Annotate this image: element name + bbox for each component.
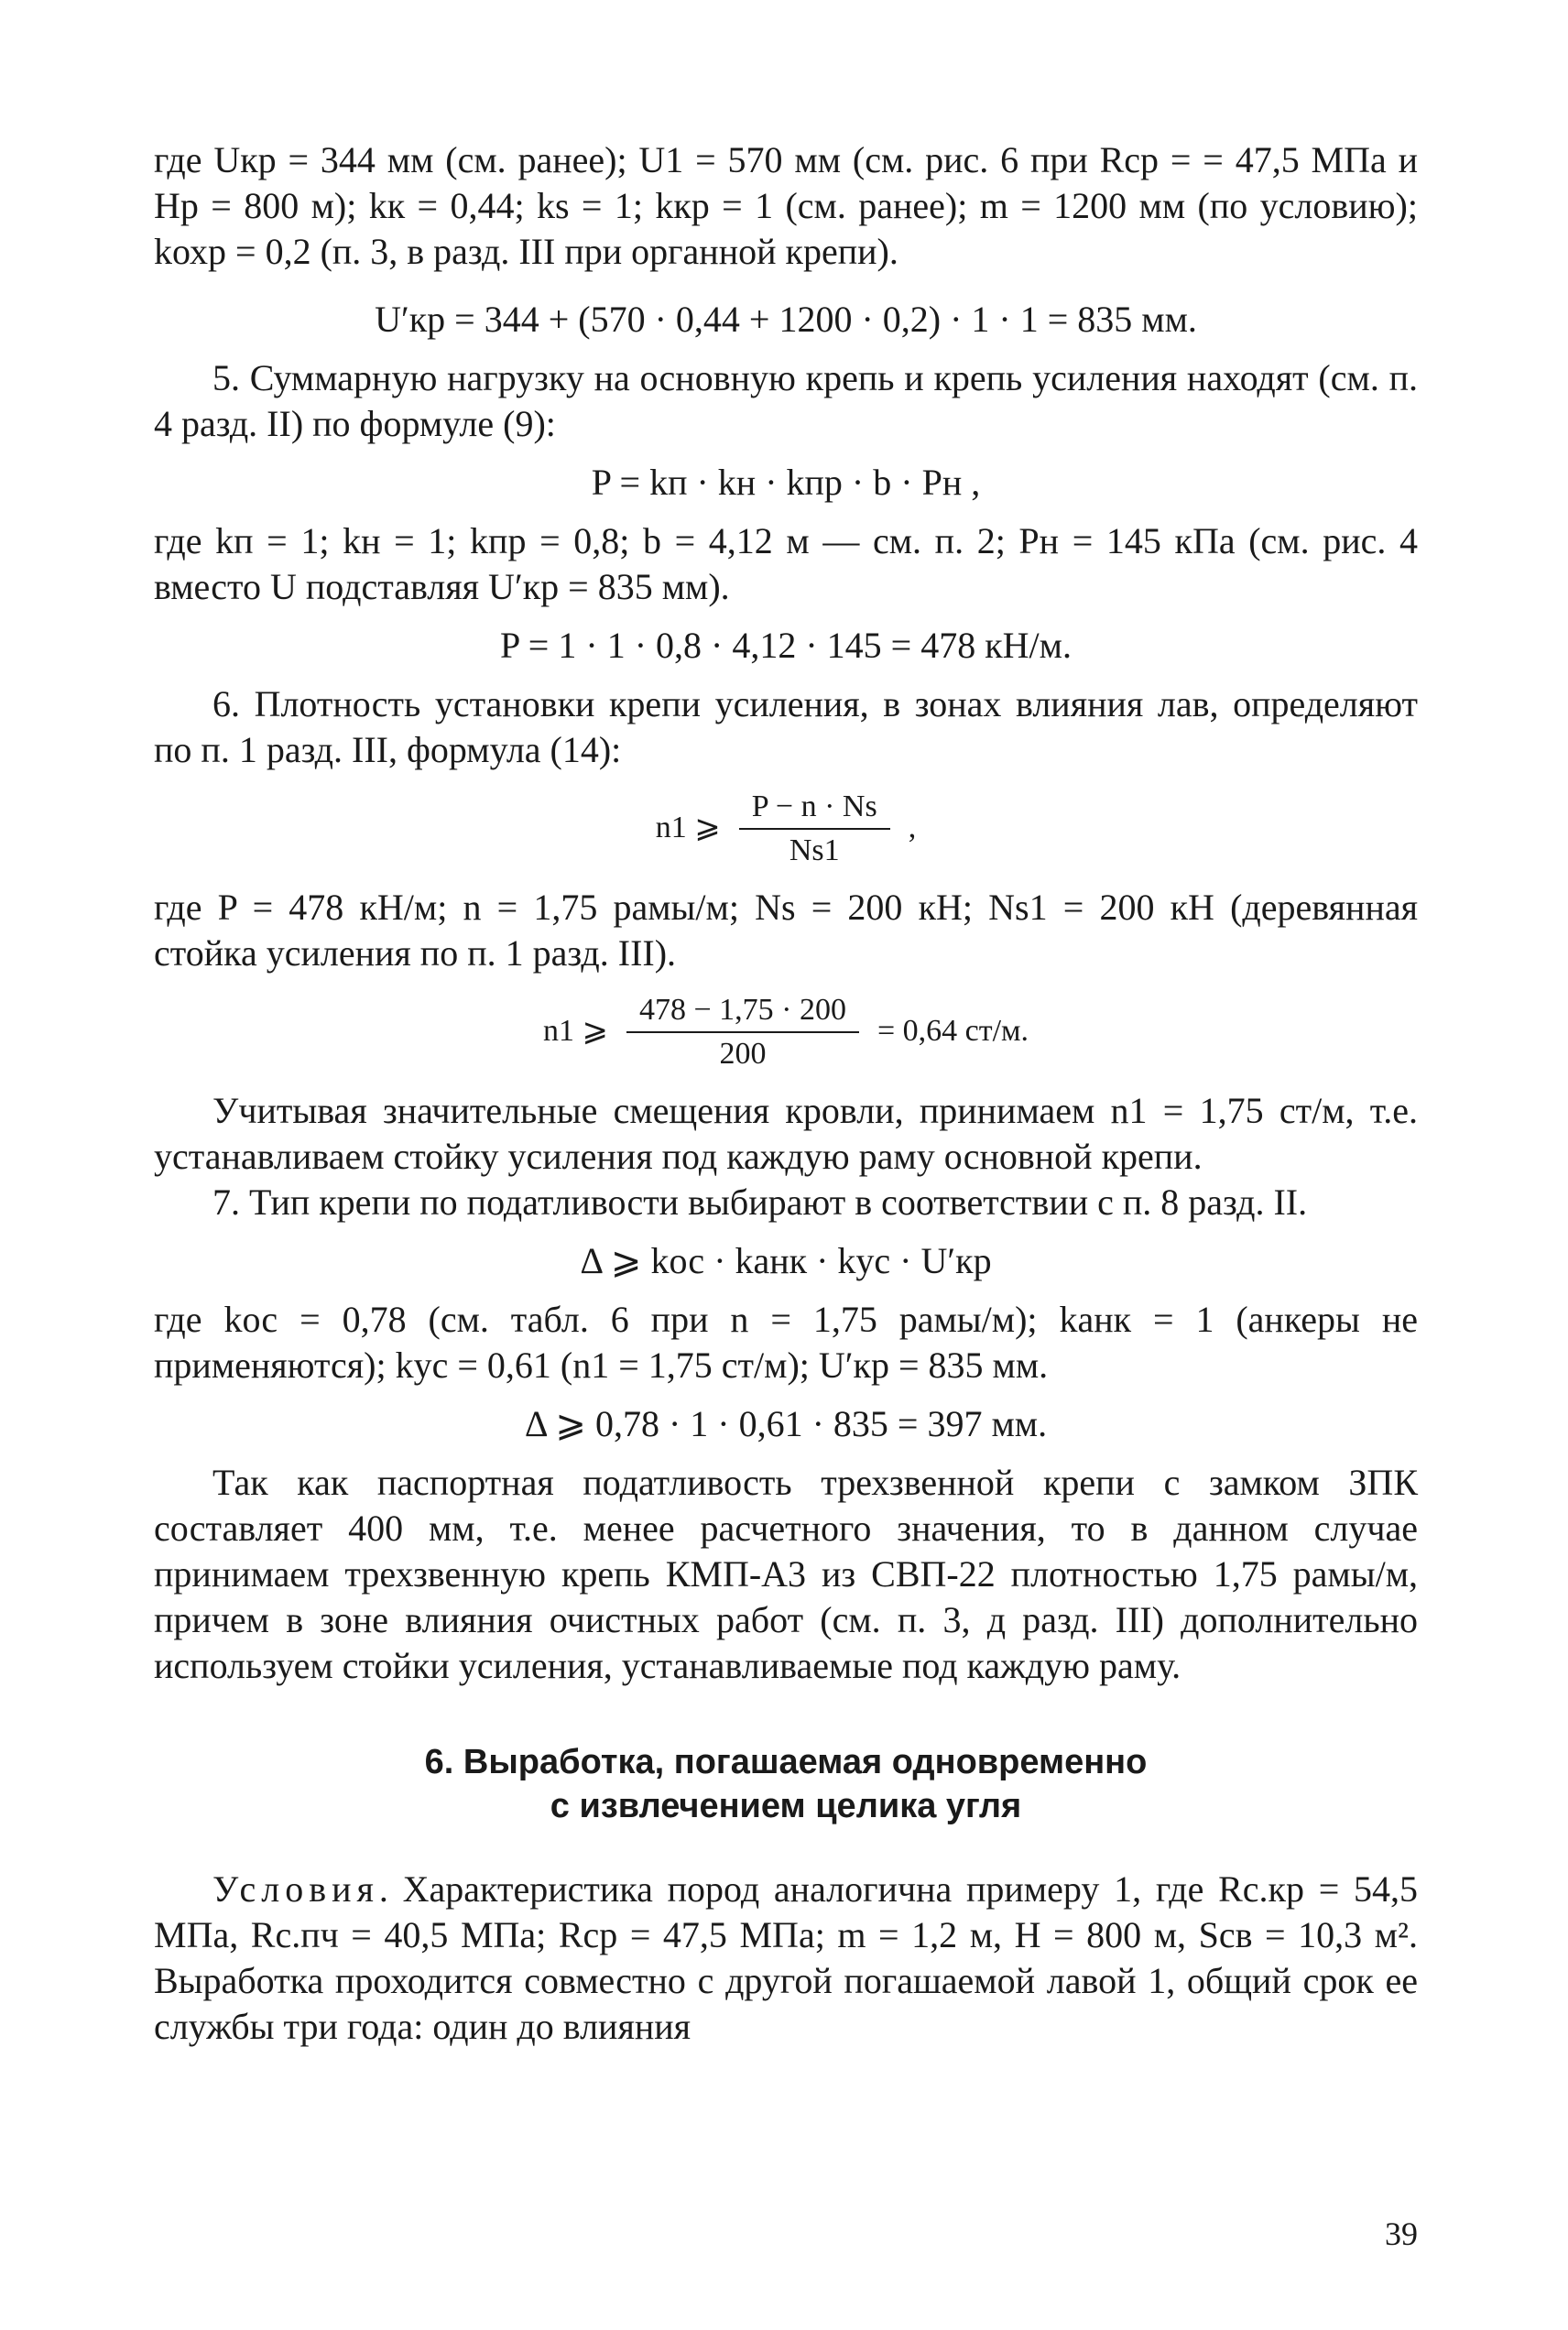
- paragraph-step-5: 5. Суммарную нагрузку на основную крепь и крепь усиления находят (см. п. 4 разд. II) по формуле (9):: [154, 357, 1418, 444]
- formula-load: P = kп · kн · kпр · b · Pн ,: [591, 462, 981, 503]
- conditions-lead: Условия: [212, 1868, 379, 1910]
- page-number: 39: [1385, 2216, 1418, 2252]
- formula-load-result: P = 1 · 1 · 0,8 · 4,12 · 145 = 478 кН/м.: [500, 625, 1072, 666]
- fraction-denominator: 200: [719, 1037, 767, 1071]
- document-page: [154, 137, 1418, 2050]
- paragraph-step-6: 6. Плотность установки крепи усиления, в зонах влияния лав, определяют по п. 1 разд. III, формула (14):: [154, 683, 1418, 770]
- fraction: [626, 989, 859, 1075]
- formula-result-rhs: = 0,64 ст/м.: [877, 1014, 1029, 1049]
- formula-density: [154, 786, 1418, 872]
- paragraph-conclusion: Так как паспортная податливость трехзвенной крепи с замком ЗПК составляет 400 мм, т.е. менее расчетного значения, то в данном случае принимаем трехзвенную крепь КМП-А3 из СВП-22 плотностью 1,75 рамы/м, причем в зоне влияния очистных работ (см. п. 3, д разд. III) дополнительно используем стойки усиления, устанавливаемые под каждую раму.: [154, 1462, 1418, 1686]
- paragraph-conditions: [154, 1867, 1418, 2050]
- fraction-numerator: P − n · Ns: [739, 786, 890, 830]
- paragraph-where-p: где P = 478 кН/м; n = 1,75 рамы/м; Ns = 200 кН; Ns1 = 200 кН (деревянная стойка усиления по п. 1 разд. III).: [154, 887, 1418, 974]
- formula-result-lhs: n1 ⩾: [542, 1014, 608, 1049]
- conditions-text: . Характеристика пород аналогична примеру 1, где Rс.кр = 54,5 МПа, Rс.пч = 40,5 МПа; Rср = 47,5 МПа; m = 1,2 м, H = 800 м, Sсв = 10,3 м². Выработка проходится совместно с другой погашаемой лавой 1, общий срок ее службы три года: один до влияния: [154, 1868, 1418, 2047]
- paragraph-where-kp: где kп = 1; kн = 1; kпр = 0,8; b = 4,12 м — см. п. 2; Pн = 145 кПа (см. рис. 4 вместо U подставляя U′кр = 835 мм).: [154, 520, 1418, 607]
- formula-compliance-result: Δ ⩾ 0,78 · 1 · 0,61 · 835 = 397 мм.: [524, 1403, 1048, 1444]
- fraction-numerator: 478 − 1,75 · 200: [626, 989, 859, 1033]
- paragraph-where-koc: где kос = 0,78 (см. табл. 6 при n = 1,75 рамы/м); kанк = 1 (анкеры не применяются); kус = 0,61 (n1 = 1,75 ст/м); U′кр = 835 мм.: [154, 1299, 1418, 1386]
- formula-compliance: Δ ⩾ kос · kанк · kус · U′кр: [580, 1240, 992, 1281]
- formula-ukr-prime: U′кр = 344 + (570 · 0,44 + 1200 · 0,2) · 1 · 1 = 835 мм.: [375, 299, 1197, 340]
- section-heading: 6. Выработка, погашаемая одновременно с извлечением целика угля: [424, 1743, 1148, 1825]
- formula-density-lhs: n1 ⩾: [655, 811, 721, 845]
- paragraph-step-7: 7. Тип крепи по податливости выбирают в соответствии с п. 8 разд. II.: [212, 1181, 1308, 1223]
- fraction-denominator: Ns1: [789, 833, 840, 867]
- fraction: [739, 786, 890, 872]
- paragraph-considering: Учитывая значительные смещения кровли, принимаем n1 = 1,75 ст/м, т.е. устанавливаем стойку усиления под каждую раму основной крепи.: [154, 1090, 1418, 1177]
- paragraph-where-ukr: где Uкр = 344 мм (см. ранее); U1 = 570 мм (см. рис. 6 при Rср = = 47,5 МПа и Hр = 800 м); kк = 0,44; ks = 1; kкр = 1 (см. ранее); m = 1200 мм (по условию); kохр = 0,2 (п. 3, в разд. III при органной крепи).: [154, 139, 1418, 272]
- formula-density-rhs: ,: [908, 811, 917, 845]
- formula-density-result: [154, 989, 1418, 1075]
